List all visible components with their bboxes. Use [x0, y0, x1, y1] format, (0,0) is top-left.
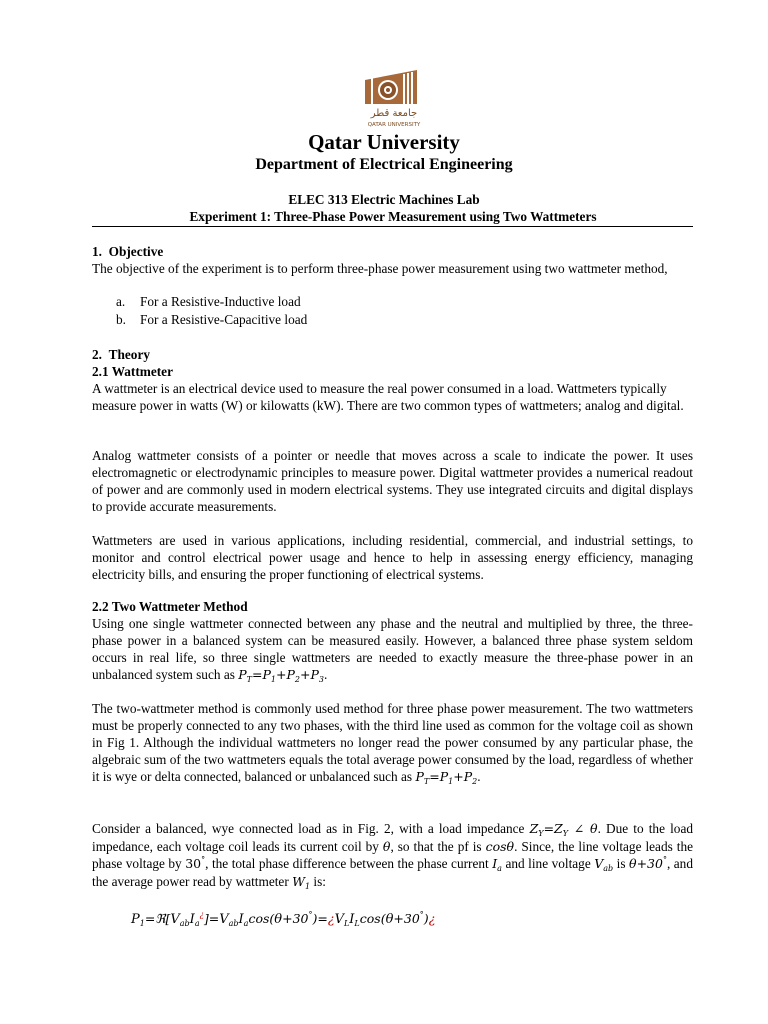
two-wattmeter-paragraph-2: The two-wattmeter method is commonly used method for three phase power measurement. The two wattmeters must be properly connected to any two phases, with the third line used as common for the voltage coil as shown in Fig 1. Although the individual wattmeters no longer read the power consumed by any particular phase, the algebraic sum of the two wattmeters equals the total average power consumed by the load, regardless of whether it is wye or delta connected, balanced or unbalanced such as $P_T=P_1+P_2$.: [92, 701, 693, 786]
qatar-university-logo: [357, 68, 431, 130]
objective-item-b-marker: b.: [116, 312, 126, 327]
wattmeter-subheading: 2.1 Wattmeter: [92, 364, 173, 379]
experiment-title: Experiment 1: Three-Phase Power Measurement using Two Wattmeters: [189, 209, 597, 224]
svg-text:جامعة قطر: جامعة قطر: [370, 108, 418, 119]
svg-text:QATAR UNIVERSITY: QATAR UNIVERSITY: [367, 122, 421, 128]
objective-item-b: For a Resistive-Capacitive load: [140, 312, 308, 327]
objective-item-a-marker: a.: [116, 294, 126, 309]
wattmeter-1-power-equation: $P_1=ℜ[V_{ab}I_a^¿]=V_{ab}I_a\cos(\theta+30^\circ)=¿V_LI_L\cos(\theta+30^\circ)¿$: [131, 910, 436, 928]
objective-item-a: For a Resistive-Inductive load: [140, 294, 301, 309]
two-wattmeter-paragraph-3: Consider a balanced, wye connected load as in Fig. 2, with a load impedance $Z_Y=Z_Y$ ∠ θ. Due to the load impedance, each voltage coil leads its current coil by θ, so that the pf is cosθ. Since, the line voltage leads the phase voltage by 30°, the total phase difference between the phase current $I_a$ and line voltage $V_{ab}$ is θ+30°, and the average power read by wattmeter $W_1$ is:: [92, 821, 693, 891]
university-title: Qatar University: [308, 130, 460, 154]
wattmeter-paragraph-1: A wattmeter is an electrical device used to measure the real power consumed in a load. Wattmeters typically measure power in watts (W) or kilowatts (kW). There are two common types of wattmeters; analog and digital.: [92, 381, 684, 413]
course-title: ELEC 313 Electric Machines Lab: [288, 192, 480, 207]
objective-heading: 1. Objective: [92, 244, 164, 259]
total-power-equation-1: $P_T=P_1+P_2+P_3$: [238, 667, 324, 684]
two-wattmeter-paragraph-1: Using one single wattmeter connected between any phase and the neutral and multiplied by three, the three-phase power in a balanced system can be measured easily. However, a balanced three phase system seldom occurs in real life, so three single wattmeters are needed to exactly measure the three-phase power in an unbalanced system such as $P_T=P_1+P_2+P_3$.: [92, 616, 693, 684]
wattmeter-paragraph-2: Analog wattmeter consists of a pointer or needle that moves across a scale to indicate the power. It uses electromagnetic or electrodynamic principles to measure power. Digital wattmeter provides a numerical readout of power and are commonly used in modern electrical systems. They use integrated circuits and digital displays to provide accurate measurements.: [92, 448, 693, 514]
two-wattmeter-subheading: 2.2 Two Wattmeter Method: [92, 599, 248, 614]
theory-heading: 2. Theory: [92, 347, 151, 362]
objective-text: The objective of the experiment is to perform three-phase power measurement using two wattmeter method,: [92, 261, 668, 276]
wattmeter-paragraph-3: Wattmeters are used in various applications, including residential, commercial, and industrial settings, to monitor and control electrical power usage and hence to help in assessing energy efficiency, managing electricity bills, and ensuring the proper functioning of electrical systems.: [92, 533, 693, 582]
department-title: Department of Electrical Engineering: [255, 156, 513, 173]
total-power-equation-2: $P_T=P_1+P_2$: [415, 769, 478, 786]
header-divider: [92, 226, 693, 227]
